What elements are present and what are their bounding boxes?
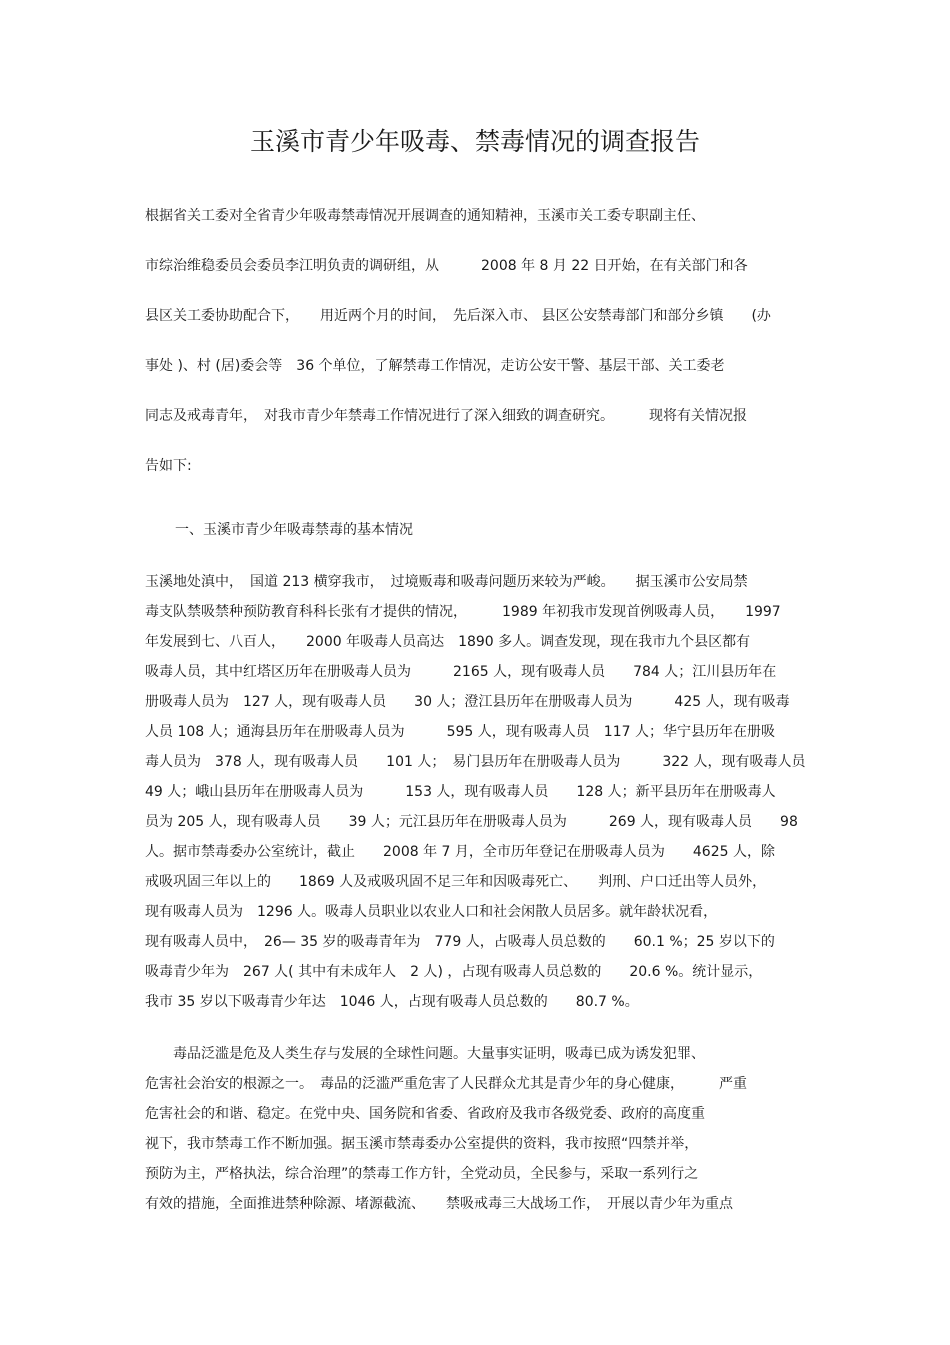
intro-line: 市综治维稳委员会委员李江明负责的调研组，从 2008 年 8 月 22 日开始，在有关部门和各 bbox=[145, 258, 748, 274]
intro-line: 同志及戒毒青年， 对我市青少年禁毒工作情况进行了深入细致的调查研究。 现将有关情况报 bbox=[145, 408, 747, 424]
section-line: 49 人；峨山县历年在册吸毒人员为 153 人，现有吸毒人员 128 人；新平县历年在册吸毒人 bbox=[145, 784, 776, 800]
section-line: 现有吸毒人员为 1296 人。吸毒人员职业以农业人口和社会闲散人员居多。就年龄状况看， bbox=[145, 904, 718, 920]
section-line: 戒吸巩固三年以上的 1869 人及戒吸巩固不足三年和因吸毒死亡、 判刑、户口迁出等人员外， bbox=[145, 874, 767, 890]
paragraph-line: 有效的措施，全面推进禁种除源、堵源截流、 禁吸戒毒三大战场工作， 开展以青少年为重点 bbox=[145, 1196, 733, 1212]
paragraph-line: 危害社会的和谐、稳定。在党中央、国务院和省委、省政府及我市各级党委、政府的高度重 bbox=[145, 1106, 705, 1122]
section-line: 员为 205 人，现有吸毒人员 39 人；元江县历年在册吸毒人员为 269 人，现有吸毒人员 98 bbox=[145, 814, 798, 830]
intro-line: 根据省关工委对全省青少年吸毒禁毒情况开展调查的通知精神，玉溪市关工委专职副主任、 bbox=[145, 208, 705, 224]
section-line: 册吸毒人员为 127 人，现有吸毒人员 30 人；澄江县历年在册吸毒人员为 425 人，现有吸毒 bbox=[145, 694, 790, 710]
intro-line: 告如下: bbox=[145, 458, 192, 474]
section-line: 我市 35 岁以下吸毒青少年达 1046 人，占现有吸毒人员总数的 80.7 %。 bbox=[145, 994, 639, 1010]
section-line: 现有吸毒人员中， 26— 35 岁的吸毒青年为 779 人，占吸毒人员总数的 60.1 %；25 岁以下的 bbox=[145, 934, 775, 950]
section-line: 吸毒青少年为 267 人( 其中有未成年人 2 人) ，占现有吸毒人员总数的 20.6 %。统计显示， bbox=[145, 964, 763, 980]
section-line: 吸毒人员，其中红塔区历年在册吸毒人员为 2165 人，现有吸毒人员 784 人；江川县历年在 bbox=[145, 664, 777, 680]
paragraph-line: 毒品泛滥是危及人类生存与发展的全球性问题。大量事实证明，吸毒已成为诱发犯罪、 bbox=[145, 1046, 705, 1062]
section-line: 人。据市禁毒委办公室统计，截止 2008 年 7 月，全市历年登记在册吸毒人员为 4625 人，除 bbox=[145, 844, 775, 860]
section-line: 毒人员为 378 人，现有吸毒人员 101 人； 易门县历年在册吸毒人员为 322 人，现有吸毒人员 bbox=[145, 754, 806, 770]
section-line: 玉溪地处滇中， 国道 213 横穿我市， 过境贩毒和吸毒问题历来较为严峻。 据玉溪市公安局禁 bbox=[145, 574, 748, 590]
document-title: 玉溪市青少年吸毒、禁毒情况的调查报告 bbox=[249, 127, 700, 156]
intro-line: 县区关工委协助配合下， 用近两个月的时间， 先后深入市、 县区公安禁毒部门和部分乡镇 (办 bbox=[145, 308, 771, 324]
intro-line: 事处 )、村 (居)委会等 36 个单位，了解禁毒工作情况，走访公安干警、基层干部、关工委老 bbox=[145, 358, 725, 374]
section-line: 年发展到七、八百人， 2000 年吸毒人员高达 1890 多人。调查发现，现在我市九个县区都有 bbox=[145, 634, 751, 650]
section-line: 毒支队禁吸禁种预防教育科科长张有才提供的情况， 1989 年初我市发现首例吸毒人员， 1997 bbox=[145, 604, 781, 620]
section-heading: 一、玉溪市青少年吸毒禁毒的基本情况 bbox=[175, 522, 413, 538]
section-line: 人员 108 人；通海县历年在册吸毒人员为 595 人，现有吸毒人员 117 人；华宁县历年在册吸 bbox=[145, 724, 775, 740]
paragraph-line: 危害社会治安的根源之一。 毒品的泛滥严重危害了人民群众尤其是青少年的身心健康， 严重 bbox=[145, 1076, 747, 1092]
paragraph-line: 预防为主，严格执法，综合治理”的禁毒工作方针，全党动员，全民参与，采取一系列行之 bbox=[145, 1166, 699, 1182]
paragraph-line: 视下，我市禁毒工作不断加强。据玉溪市禁毒委办公室提供的资料，我市按照“四禁并举， bbox=[145, 1136, 699, 1152]
